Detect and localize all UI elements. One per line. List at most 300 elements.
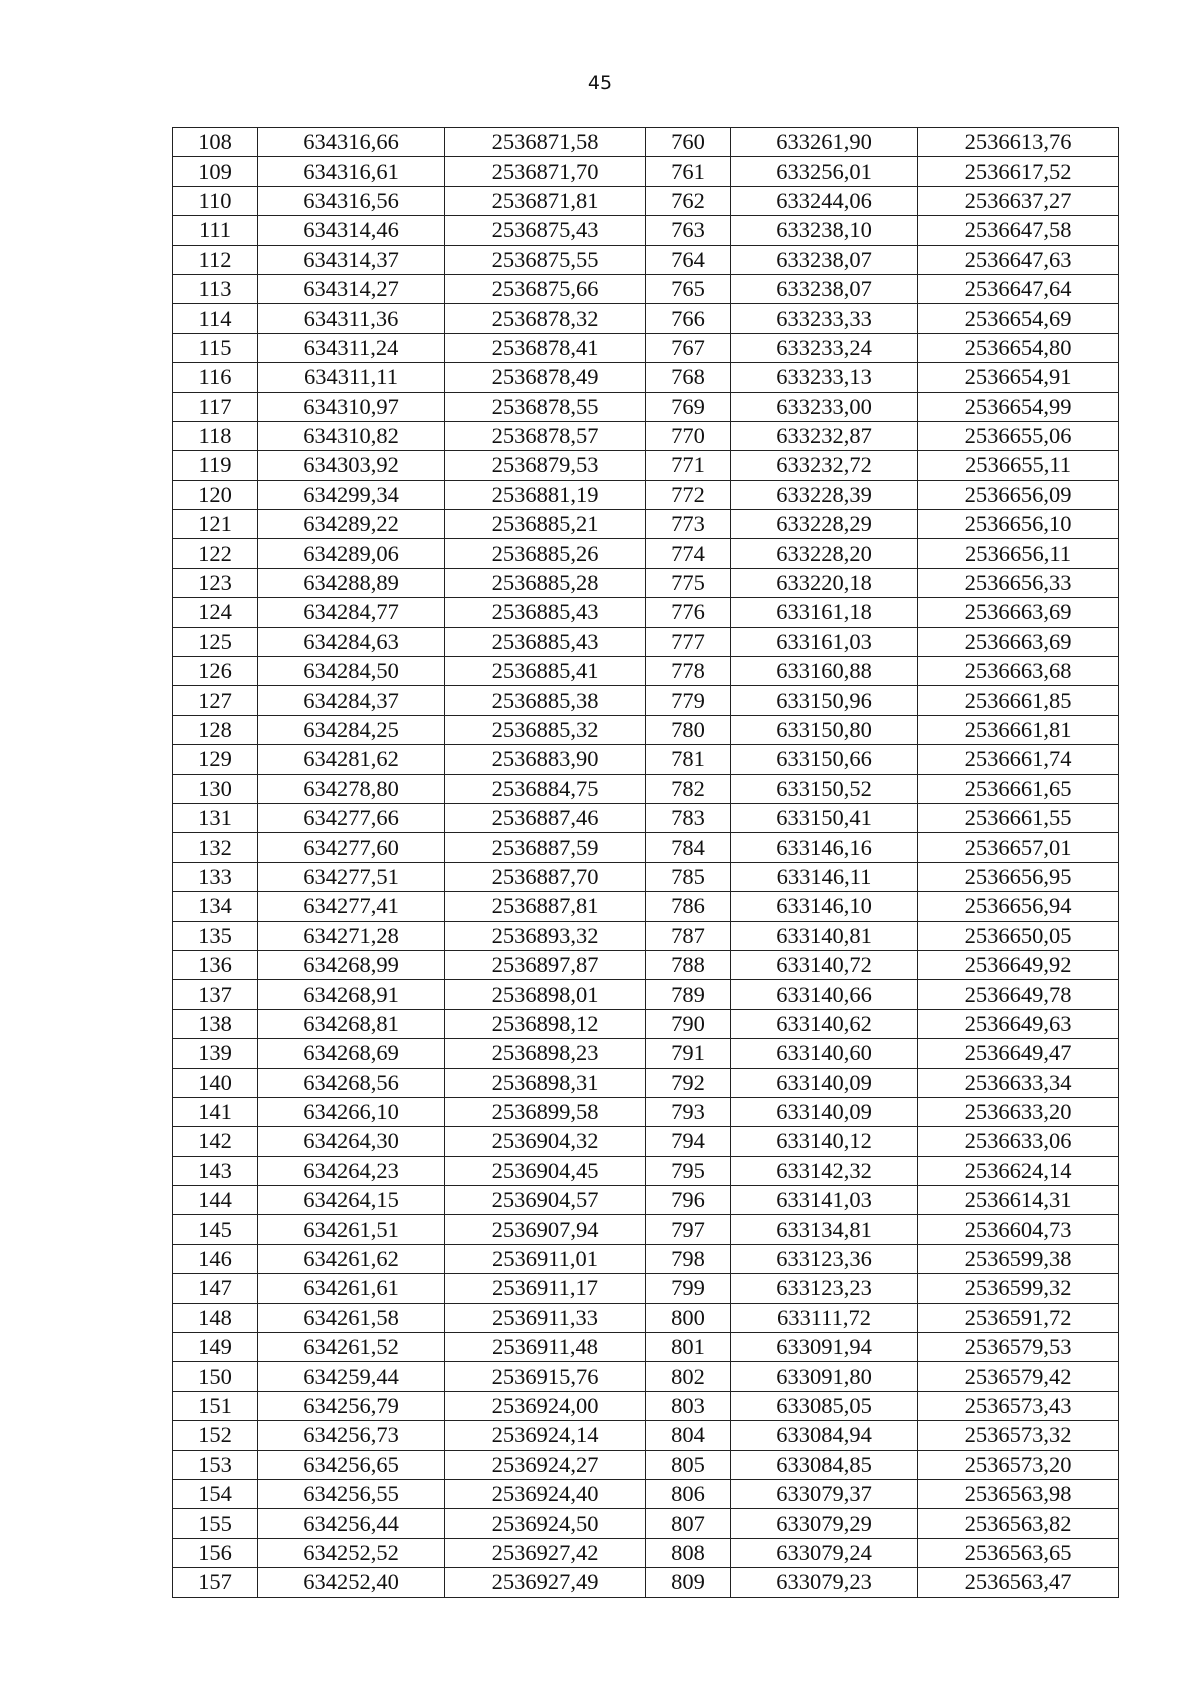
x-coordinate-cell: 634261,52 [258,1333,445,1362]
x-coordinate-cell: 634278,80 [258,774,445,803]
table-row [173,128,1119,157]
y-coordinate-cell: 2536884,75 [445,774,646,803]
point-number-cell: 780 [646,715,731,744]
y-coordinate-cell: 2536885,41 [445,657,646,686]
x-coordinate-cell: 633141,03 [731,1186,918,1215]
y-coordinate-cell: 2536654,80 [918,333,1119,362]
y-coordinate-cell: 2536879,53 [445,451,646,480]
table-row [173,568,1119,597]
x-coordinate-cell: 634284,37 [258,686,445,715]
point-number-cell: 114 [173,304,258,333]
table-row [173,892,1119,921]
x-coordinate-cell: 634277,60 [258,833,445,862]
x-coordinate-cell: 633238,07 [731,274,918,303]
point-number-cell: 762 [646,186,731,215]
x-coordinate-cell: 634271,28 [258,921,445,950]
x-coordinate-cell: 633140,72 [731,950,918,979]
x-coordinate-cell: 634256,44 [258,1509,445,1538]
x-coordinate-cell: 634252,52 [258,1538,445,1567]
point-number-cell: 792 [646,1068,731,1097]
x-coordinate-cell: 634277,51 [258,862,445,891]
point-number-cell: 765 [646,274,731,303]
point-number-cell: 781 [646,745,731,774]
y-coordinate-cell: 2536573,43 [918,1391,1119,1420]
table-row [173,745,1119,774]
table-row [173,392,1119,421]
table-row [173,157,1119,186]
x-coordinate-cell: 633140,66 [731,980,918,1009]
x-coordinate-cell: 633150,80 [731,715,918,744]
table-row [173,510,1119,539]
point-number-cell: 794 [646,1127,731,1156]
point-number-cell: 809 [646,1568,731,1597]
point-number-cell: 120 [173,480,258,509]
x-coordinate-cell: 634256,79 [258,1391,445,1420]
x-coordinate-cell: 634268,69 [258,1039,445,1068]
table-row [173,1421,1119,1450]
point-number-cell: 133 [173,862,258,891]
point-number-cell: 109 [173,157,258,186]
y-coordinate-cell: 2536898,23 [445,1039,646,1068]
point-number-cell: 141 [173,1097,258,1126]
table-row [173,274,1119,303]
x-coordinate-cell: 634281,62 [258,745,445,774]
y-coordinate-cell: 2536871,81 [445,186,646,215]
x-coordinate-cell: 633085,05 [731,1391,918,1420]
point-number-cell: 122 [173,539,258,568]
y-coordinate-cell: 2536885,32 [445,715,646,744]
point-number-cell: 785 [646,862,731,891]
y-coordinate-cell: 2536885,28 [445,568,646,597]
point-number-cell: 795 [646,1156,731,1185]
point-number-cell: 134 [173,892,258,921]
x-coordinate-cell: 634288,89 [258,568,445,597]
table-row [173,1156,1119,1185]
table-row [173,304,1119,333]
y-coordinate-cell: 2536904,32 [445,1127,646,1156]
point-number-cell: 761 [646,157,731,186]
x-coordinate-cell: 634268,56 [258,1068,445,1097]
y-coordinate-cell: 2536924,27 [445,1450,646,1479]
y-coordinate-cell: 2536871,58 [445,128,646,157]
point-number-cell: 788 [646,950,731,979]
y-coordinate-cell: 2536579,42 [918,1362,1119,1391]
point-number-cell: 784 [646,833,731,862]
x-coordinate-cell: 634284,63 [258,627,445,656]
y-coordinate-cell: 2536911,17 [445,1274,646,1303]
y-coordinate-cell: 2536655,11 [918,451,1119,480]
point-number-cell: 150 [173,1362,258,1391]
table-row [173,1068,1119,1097]
y-coordinate-cell: 2536875,66 [445,274,646,303]
y-coordinate-cell: 2536661,74 [918,745,1119,774]
x-coordinate-cell: 633233,13 [731,363,918,392]
table-row [173,1274,1119,1303]
point-number-cell: 151 [173,1391,258,1420]
y-coordinate-cell: 2536915,76 [445,1362,646,1391]
point-number-cell: 123 [173,568,258,597]
point-number-cell: 793 [646,1097,731,1126]
y-coordinate-cell: 2536573,32 [918,1421,1119,1450]
point-number-cell: 148 [173,1303,258,1332]
point-number-cell: 132 [173,833,258,862]
table-row [173,833,1119,862]
y-coordinate-cell: 2536647,58 [918,216,1119,245]
y-coordinate-cell: 2536871,70 [445,157,646,186]
x-coordinate-cell: 634316,56 [258,186,445,215]
y-coordinate-cell: 2536875,43 [445,216,646,245]
y-coordinate-cell: 2536883,90 [445,745,646,774]
y-coordinate-cell: 2536563,65 [918,1538,1119,1567]
point-number-cell: 115 [173,333,258,362]
y-coordinate-cell: 2536911,33 [445,1303,646,1332]
table-row [173,598,1119,627]
x-coordinate-cell: 634261,62 [258,1244,445,1273]
table-row [173,1568,1119,1597]
point-number-cell: 111 [173,216,258,245]
x-coordinate-cell: 633134,81 [731,1215,918,1244]
y-coordinate-cell: 2536599,38 [918,1244,1119,1273]
y-coordinate-cell: 2536647,63 [918,245,1119,274]
x-coordinate-cell: 634256,65 [258,1450,445,1479]
point-number-cell: 770 [646,421,731,450]
table-row [173,1186,1119,1215]
x-coordinate-cell: 634277,66 [258,803,445,832]
x-coordinate-cell: 633123,36 [731,1244,918,1273]
x-coordinate-cell: 634299,34 [258,480,445,509]
y-coordinate-cell: 2536878,32 [445,304,646,333]
point-number-cell: 806 [646,1479,731,1508]
table-row [173,1362,1119,1391]
point-number-cell: 110 [173,186,258,215]
point-number-cell: 128 [173,715,258,744]
point-number-cell: 117 [173,392,258,421]
table-row [173,1479,1119,1508]
x-coordinate-cell: 633140,62 [731,1009,918,1038]
point-number-cell: 154 [173,1479,258,1508]
table-row [173,1215,1119,1244]
x-coordinate-cell: 634264,23 [258,1156,445,1185]
y-coordinate-cell: 2536924,14 [445,1421,646,1450]
point-number-cell: 129 [173,745,258,774]
point-number-cell: 139 [173,1039,258,1068]
table-row [173,774,1119,803]
y-coordinate-cell: 2536591,72 [918,1303,1119,1332]
y-coordinate-cell: 2536898,01 [445,980,646,1009]
x-coordinate-cell: 634284,77 [258,598,445,627]
point-number-cell: 157 [173,1568,258,1597]
table-row [173,451,1119,480]
x-coordinate-cell: 633220,18 [731,568,918,597]
table-row [173,186,1119,215]
point-number-cell: 147 [173,1274,258,1303]
y-coordinate-cell: 2536656,09 [918,480,1119,509]
x-coordinate-cell: 634316,61 [258,157,445,186]
x-coordinate-cell: 633084,94 [731,1421,918,1450]
x-coordinate-cell: 633228,29 [731,510,918,539]
y-coordinate-cell: 2536656,11 [918,539,1119,568]
x-coordinate-cell: 634277,41 [258,892,445,921]
x-coordinate-cell: 633238,07 [731,245,918,274]
coordinates-table-body [173,128,1119,1598]
x-coordinate-cell: 633238,10 [731,216,918,245]
table-row [173,627,1119,656]
table-row [173,333,1119,362]
point-number-cell: 776 [646,598,731,627]
point-number-cell: 774 [646,539,731,568]
point-number-cell: 137 [173,980,258,1009]
y-coordinate-cell: 2536649,47 [918,1039,1119,1068]
y-coordinate-cell: 2536637,27 [918,186,1119,215]
y-coordinate-cell: 2536924,40 [445,1479,646,1508]
point-number-cell: 143 [173,1156,258,1185]
y-coordinate-cell: 2536654,69 [918,304,1119,333]
x-coordinate-cell: 633150,41 [731,803,918,832]
table-row [173,657,1119,686]
point-number-cell: 119 [173,451,258,480]
page-number: 45 [587,72,613,94]
y-coordinate-cell: 2536897,87 [445,950,646,979]
y-coordinate-cell: 2536878,41 [445,333,646,362]
table-row [173,1303,1119,1332]
table-row [173,1391,1119,1420]
y-coordinate-cell: 2536563,82 [918,1509,1119,1538]
x-coordinate-cell: 633140,09 [731,1068,918,1097]
table-row [173,1009,1119,1038]
y-coordinate-cell: 2536654,91 [918,363,1119,392]
y-coordinate-cell: 2536654,99 [918,392,1119,421]
x-coordinate-cell: 634311,11 [258,363,445,392]
x-coordinate-cell: 634261,61 [258,1274,445,1303]
point-number-cell: 775 [646,568,731,597]
point-number-cell: 155 [173,1509,258,1538]
y-coordinate-cell: 2536893,32 [445,921,646,950]
table-row [173,1538,1119,1567]
y-coordinate-cell: 2536663,68 [918,657,1119,686]
x-coordinate-cell: 633232,72 [731,451,918,480]
x-coordinate-cell: 633161,03 [731,627,918,656]
x-coordinate-cell: 633111,72 [731,1303,918,1332]
x-coordinate-cell: 633123,23 [731,1274,918,1303]
x-coordinate-cell: 634256,73 [258,1421,445,1450]
point-number-cell: 131 [173,803,258,832]
point-number-cell: 786 [646,892,731,921]
point-number-cell: 807 [646,1509,731,1538]
point-number-cell: 790 [646,1009,731,1038]
point-number-cell: 768 [646,363,731,392]
point-number-cell: 802 [646,1362,731,1391]
point-number-cell: 136 [173,950,258,979]
y-coordinate-cell: 2536924,00 [445,1391,646,1420]
table-row [173,1509,1119,1538]
y-coordinate-cell: 2536661,55 [918,803,1119,832]
point-number-cell: 797 [646,1215,731,1244]
point-number-cell: 108 [173,128,258,157]
point-number-cell: 773 [646,510,731,539]
y-coordinate-cell: 2536613,76 [918,128,1119,157]
point-number-cell: 777 [646,627,731,656]
y-coordinate-cell: 2536614,31 [918,1186,1119,1215]
x-coordinate-cell: 634268,99 [258,950,445,979]
y-coordinate-cell: 2536650,05 [918,921,1119,950]
point-number-cell: 135 [173,921,258,950]
point-number-cell: 796 [646,1186,731,1215]
y-coordinate-cell: 2536657,01 [918,833,1119,862]
x-coordinate-cell: 633228,39 [731,480,918,509]
point-number-cell: 118 [173,421,258,450]
y-coordinate-cell: 2536633,20 [918,1097,1119,1126]
y-coordinate-cell: 2536885,26 [445,539,646,568]
y-coordinate-cell: 2536887,46 [445,803,646,832]
x-coordinate-cell: 634311,24 [258,333,445,362]
x-coordinate-cell: 634284,50 [258,657,445,686]
table-row [173,950,1119,979]
point-number-cell: 787 [646,921,731,950]
point-number-cell: 116 [173,363,258,392]
x-coordinate-cell: 634314,37 [258,245,445,274]
point-number-cell: 808 [646,1538,731,1567]
y-coordinate-cell: 2536661,85 [918,686,1119,715]
table-row [173,715,1119,744]
point-number-cell: 779 [646,686,731,715]
y-coordinate-cell: 2536885,21 [445,510,646,539]
x-coordinate-cell: 634311,36 [258,304,445,333]
point-number-cell: 800 [646,1303,731,1332]
x-coordinate-cell: 633244,06 [731,186,918,215]
x-coordinate-cell: 634268,81 [258,1009,445,1038]
point-number-cell: 764 [646,245,731,274]
point-number-cell: 130 [173,774,258,803]
table-row [173,1244,1119,1273]
table-row [173,686,1119,715]
y-coordinate-cell: 2536887,59 [445,833,646,862]
y-coordinate-cell: 2536656,10 [918,510,1119,539]
point-number-cell: 121 [173,510,258,539]
y-coordinate-cell: 2536885,38 [445,686,646,715]
y-coordinate-cell: 2536881,19 [445,480,646,509]
point-number-cell: 127 [173,686,258,715]
x-coordinate-cell: 633261,90 [731,128,918,157]
y-coordinate-cell: 2536649,92 [918,950,1119,979]
y-coordinate-cell: 2536899,58 [445,1097,646,1126]
x-coordinate-cell: 634310,97 [258,392,445,421]
x-coordinate-cell: 634310,82 [258,421,445,450]
x-coordinate-cell: 633150,52 [731,774,918,803]
x-coordinate-cell: 633140,09 [731,1097,918,1126]
point-number-cell: 769 [646,392,731,421]
y-coordinate-cell: 2536656,95 [918,862,1119,891]
point-number-cell: 113 [173,274,258,303]
x-coordinate-cell: 633079,37 [731,1479,918,1508]
y-coordinate-cell: 2536885,43 [445,598,646,627]
y-coordinate-cell: 2536655,06 [918,421,1119,450]
y-coordinate-cell: 2536656,94 [918,892,1119,921]
point-number-cell: 149 [173,1333,258,1362]
y-coordinate-cell: 2536649,78 [918,980,1119,1009]
point-number-cell: 140 [173,1068,258,1097]
x-coordinate-cell: 634264,15 [258,1186,445,1215]
point-number-cell: 772 [646,480,731,509]
point-number-cell: 126 [173,657,258,686]
y-coordinate-cell: 2536617,52 [918,157,1119,186]
point-number-cell: 798 [646,1244,731,1273]
point-number-cell: 799 [646,1274,731,1303]
y-coordinate-cell: 2536898,31 [445,1068,646,1097]
x-coordinate-cell: 634261,51 [258,1215,445,1244]
x-coordinate-cell: 633140,81 [731,921,918,950]
y-coordinate-cell: 2536604,73 [918,1215,1119,1244]
table-row [173,862,1119,891]
point-number-cell: 763 [646,216,731,245]
table-row [173,1039,1119,1068]
x-coordinate-cell: 633079,29 [731,1509,918,1538]
y-coordinate-cell: 2536904,57 [445,1186,646,1215]
x-coordinate-cell: 633146,11 [731,862,918,891]
x-coordinate-cell: 634264,30 [258,1127,445,1156]
point-number-cell: 144 [173,1186,258,1215]
x-coordinate-cell: 634303,92 [258,451,445,480]
y-coordinate-cell: 2536887,81 [445,892,646,921]
x-coordinate-cell: 634314,27 [258,274,445,303]
x-coordinate-cell: 633233,24 [731,333,918,362]
x-coordinate-cell: 634259,44 [258,1362,445,1391]
y-coordinate-cell: 2536661,81 [918,715,1119,744]
x-coordinate-cell: 633079,23 [731,1568,918,1597]
y-coordinate-cell: 2536661,65 [918,774,1119,803]
table-row [173,1333,1119,1362]
y-coordinate-cell: 2536911,48 [445,1333,646,1362]
point-number-cell: 146 [173,1244,258,1273]
y-coordinate-cell: 2536898,12 [445,1009,646,1038]
point-number-cell: 782 [646,774,731,803]
x-coordinate-cell: 633079,24 [731,1538,918,1567]
y-coordinate-cell: 2536579,53 [918,1333,1119,1362]
x-coordinate-cell: 633233,33 [731,304,918,333]
point-number-cell: 771 [646,451,731,480]
point-number-cell: 803 [646,1391,731,1420]
x-coordinate-cell: 633161,18 [731,598,918,627]
x-coordinate-cell: 633091,94 [731,1333,918,1362]
point-number-cell: 767 [646,333,731,362]
table-row [173,1097,1119,1126]
x-coordinate-cell: 634284,25 [258,715,445,744]
x-coordinate-cell: 633232,87 [731,421,918,450]
x-coordinate-cell: 633150,96 [731,686,918,715]
table-row [173,421,1119,450]
x-coordinate-cell: 633228,20 [731,539,918,568]
x-coordinate-cell: 633091,80 [731,1362,918,1391]
y-coordinate-cell: 2536649,63 [918,1009,1119,1038]
y-coordinate-cell: 2536924,50 [445,1509,646,1538]
table-row [173,1450,1119,1479]
y-coordinate-cell: 2536904,45 [445,1156,646,1185]
point-number-cell: 156 [173,1538,258,1567]
point-number-cell: 801 [646,1333,731,1362]
y-coordinate-cell: 2536907,94 [445,1215,646,1244]
y-coordinate-cell: 2536887,70 [445,862,646,891]
point-number-cell: 804 [646,1421,731,1450]
x-coordinate-cell: 634289,06 [258,539,445,568]
x-coordinate-cell: 633142,32 [731,1156,918,1185]
x-coordinate-cell: 634261,58 [258,1303,445,1332]
y-coordinate-cell: 2536885,43 [445,627,646,656]
y-coordinate-cell: 2536878,57 [445,421,646,450]
table-row [173,921,1119,950]
x-coordinate-cell: 633084,85 [731,1450,918,1479]
point-number-cell: 125 [173,627,258,656]
point-number-cell: 153 [173,1450,258,1479]
x-coordinate-cell: 633256,01 [731,157,918,186]
